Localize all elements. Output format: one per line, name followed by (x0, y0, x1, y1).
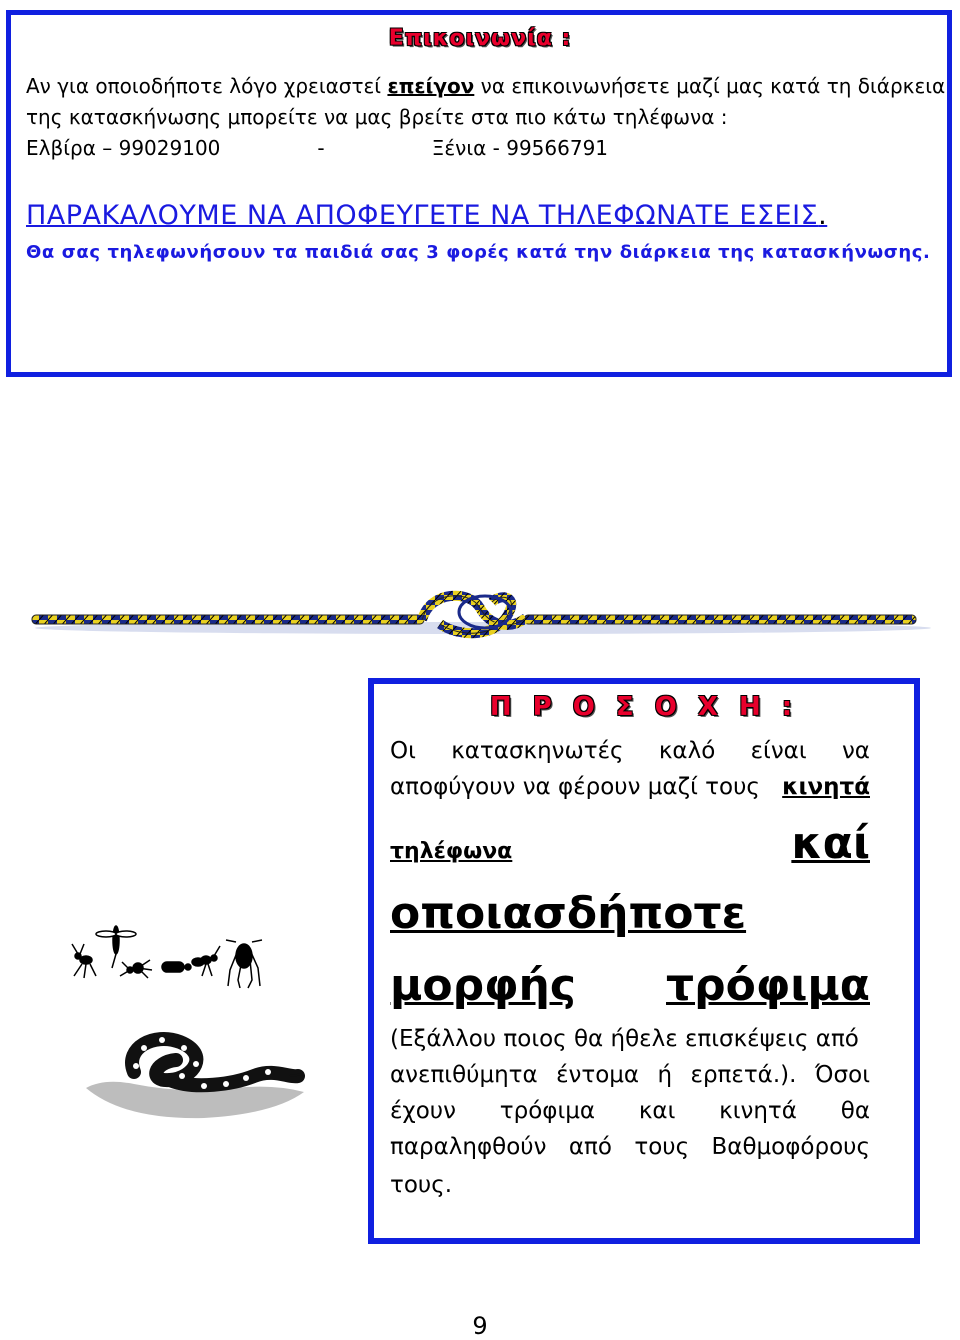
contact-box (6, 10, 952, 377)
phone-line: Ελβίρα – 99029100 - Ξένια - 99566791 (26, 136, 609, 160)
contact-title: Επικοινωνία : (388, 26, 572, 51)
phone1-name: Ελβίρα (26, 136, 96, 160)
attention-line-7: ανεπιθύμητα έντομα ή ερπετά.). Όσοι (390, 1062, 870, 1088)
phone2-name: Ξένια (431, 136, 487, 160)
insects-illustration (66, 920, 286, 1000)
attention-title: Π Ρ Ο Σ Ο Χ Η : (489, 692, 799, 722)
attention-line-10: τους. (390, 1172, 453, 1198)
phone2-number: 99566791 (506, 136, 609, 160)
page-number: 9 (472, 1312, 488, 1340)
attention-line-1: Οι κατασκηνωτές καλό είναι να (390, 738, 870, 764)
attention-line-9: παραληφθούν από τους Βαθμοφόρους (390, 1134, 870, 1160)
phone1-number: 99029100 (118, 136, 221, 160)
attention-line-3: τηλέφωνα καί (390, 818, 870, 869)
children-call-note: Θα σας τηλεφωνήσουν τα παιδιά σας 3 φορές κατά την διάρκεια της κατασκήνωσης. (26, 242, 931, 263)
urgent-word: επείγον (387, 74, 475, 98)
mobile-phones-word: κινητά (782, 774, 870, 800)
warning-line: ΠΑΡΑΚΑΛΟΥΜΕ ΝΑ ΑΠΟΦΕΥΓΕΤΕ ΝΑ ΤΗΛΕΦΩΝΑΤΕ ΕΣΕΙΣ. (26, 200, 828, 231)
attention-line-5: μορφής τρόφιμα (390, 960, 870, 1011)
contact-line-2: της κατασκήνωσης μπορείτε να μας βρείτε στα πιο κάτω τηλέφωνα : (26, 105, 728, 129)
contact-line-1: Αν για οποιοδήποτε λόγο χρειαστεί επείγον να επικοινωνήσετε μαζί μας κατά τη διάρκεια (26, 74, 946, 98)
rope-knot-divider (30, 590, 936, 640)
attention-line-4: οποιασδήποτε (390, 888, 747, 939)
snake-illustration (84, 1018, 306, 1122)
attention-line-6: (Εξάλλου ποιος θα ήθελε επισκέψεις από (390, 1026, 859, 1052)
attention-line-2: αποφύγουν να φέρουν μαζί τους κινητά (390, 774, 870, 800)
attention-line-8: έχουν τρόφιμα και κινητά θα (390, 1098, 870, 1124)
